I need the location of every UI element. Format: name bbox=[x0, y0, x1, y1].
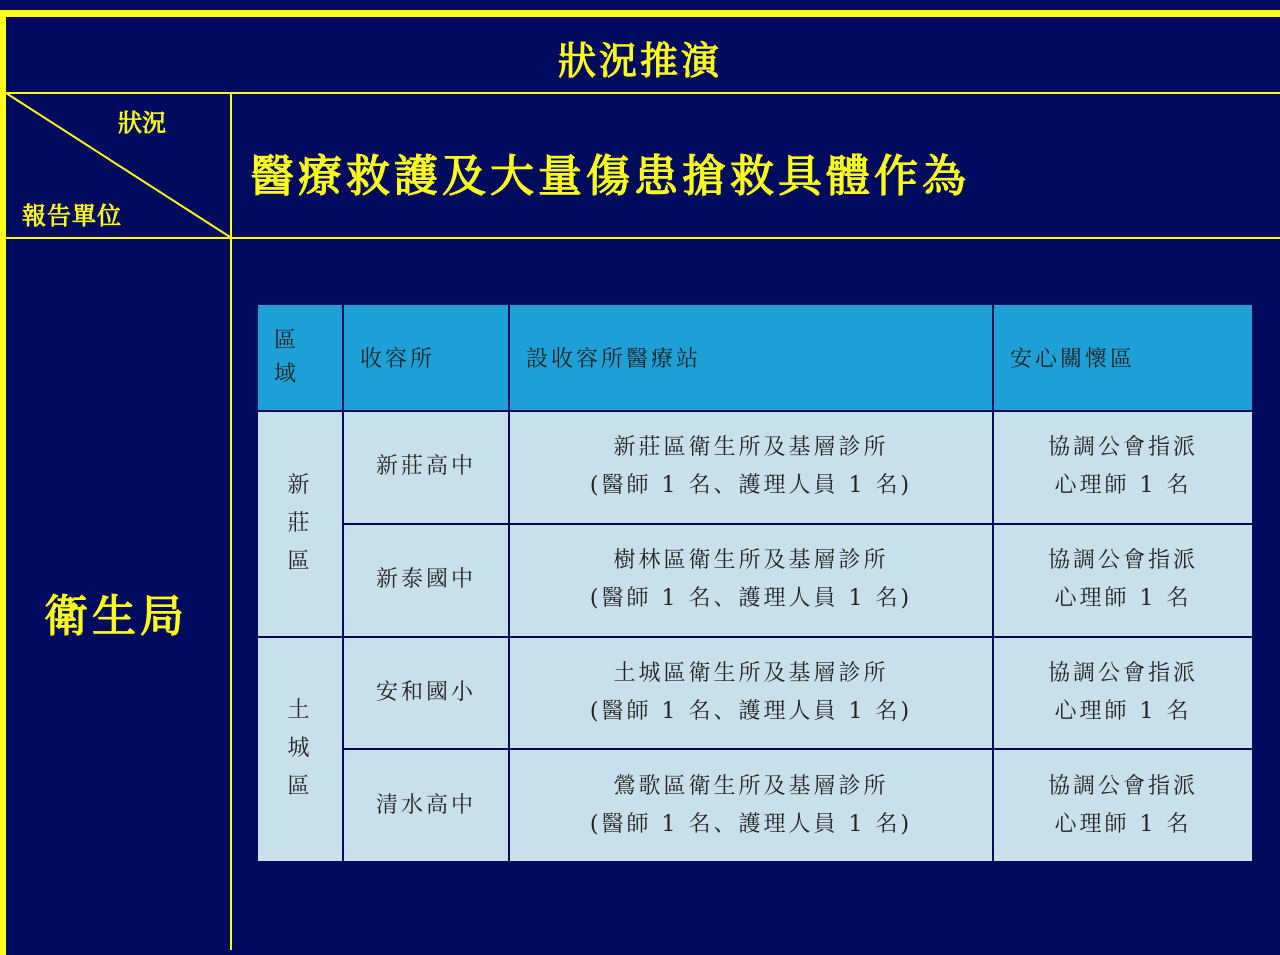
table-header-row bbox=[257, 304, 1253, 411]
care-line: 心理師 1 名 bbox=[1054, 586, 1192, 612]
region-cell bbox=[257, 637, 343, 863]
region-cell bbox=[257, 411, 343, 637]
care-line: 心理師 1 名 bbox=[1054, 473, 1192, 499]
station-cell bbox=[509, 524, 993, 637]
region-char: 區 bbox=[287, 774, 313, 800]
station-line: 土城區衛生所及基層診所 bbox=[613, 660, 889, 686]
region-char: 新 bbox=[287, 472, 313, 498]
header-shelter: 收容所 bbox=[343, 304, 509, 411]
station-cell bbox=[509, 749, 993, 862]
reporting-unit: 衛生局 bbox=[44, 591, 188, 642]
header-medical-station: 設收容所醫療站 bbox=[509, 304, 993, 411]
corner-label-status: 狀況 bbox=[118, 108, 166, 137]
shelter-cell: 新泰國中 bbox=[343, 524, 509, 637]
table-row bbox=[257, 637, 1253, 750]
care-cell bbox=[993, 524, 1253, 637]
station-line: 樹林區衛生所及基層診所 bbox=[613, 548, 889, 574]
table-row bbox=[257, 411, 1253, 524]
slide-title: 狀況推演 bbox=[557, 38, 722, 83]
care-line: 心理師 1 名 bbox=[1054, 811, 1192, 837]
shelter-cell: 新莊高中 bbox=[343, 411, 509, 524]
region-char: 土 bbox=[287, 698, 313, 724]
station-line: 鶯歌區衛生所及基層診所 bbox=[613, 773, 889, 799]
care-line: 協調公會指派 bbox=[1047, 435, 1198, 461]
station-line: (醫師 1 名、護理人員 1 名) bbox=[589, 811, 913, 837]
table-row bbox=[257, 749, 1253, 862]
station-line: (醫師 1 名、護理人員 1 名) bbox=[589, 698, 913, 724]
care-cell bbox=[993, 749, 1253, 862]
care-cell bbox=[993, 637, 1253, 750]
care-line: 心理師 1 名 bbox=[1054, 698, 1192, 724]
medical-station-table bbox=[256, 303, 1254, 863]
scenario-headline: 醫療救護及大量傷患搶救具體作為 bbox=[250, 151, 970, 202]
header-region bbox=[257, 304, 343, 411]
region-char: 城 bbox=[287, 736, 313, 762]
care-line: 協調公會指派 bbox=[1047, 548, 1198, 574]
care-line: 協調公會指派 bbox=[1047, 773, 1198, 799]
header-region-line2: 域 bbox=[274, 361, 300, 387]
care-line: 協調公會指派 bbox=[1047, 660, 1198, 686]
region-char: 區 bbox=[287, 548, 313, 574]
station-cell bbox=[509, 411, 993, 524]
station-line: (醫師 1 名、護理人員 1 名) bbox=[589, 473, 913, 499]
shelter-cell: 安和國小 bbox=[343, 637, 509, 750]
station-line: 新莊區衛生所及基層診所 bbox=[613, 435, 889, 461]
table-row bbox=[257, 524, 1253, 637]
region-char: 莊 bbox=[287, 510, 313, 536]
header-care-area: 安心關懷區 bbox=[993, 304, 1253, 411]
station-line: (醫師 1 名、護理人員 1 名) bbox=[589, 586, 913, 612]
care-cell bbox=[993, 411, 1253, 524]
shelter-cell: 清水高中 bbox=[343, 749, 509, 862]
corner-label-unit: 報告單位 bbox=[22, 201, 122, 230]
header-region-line1: 區 bbox=[274, 327, 300, 353]
station-cell bbox=[509, 637, 993, 750]
